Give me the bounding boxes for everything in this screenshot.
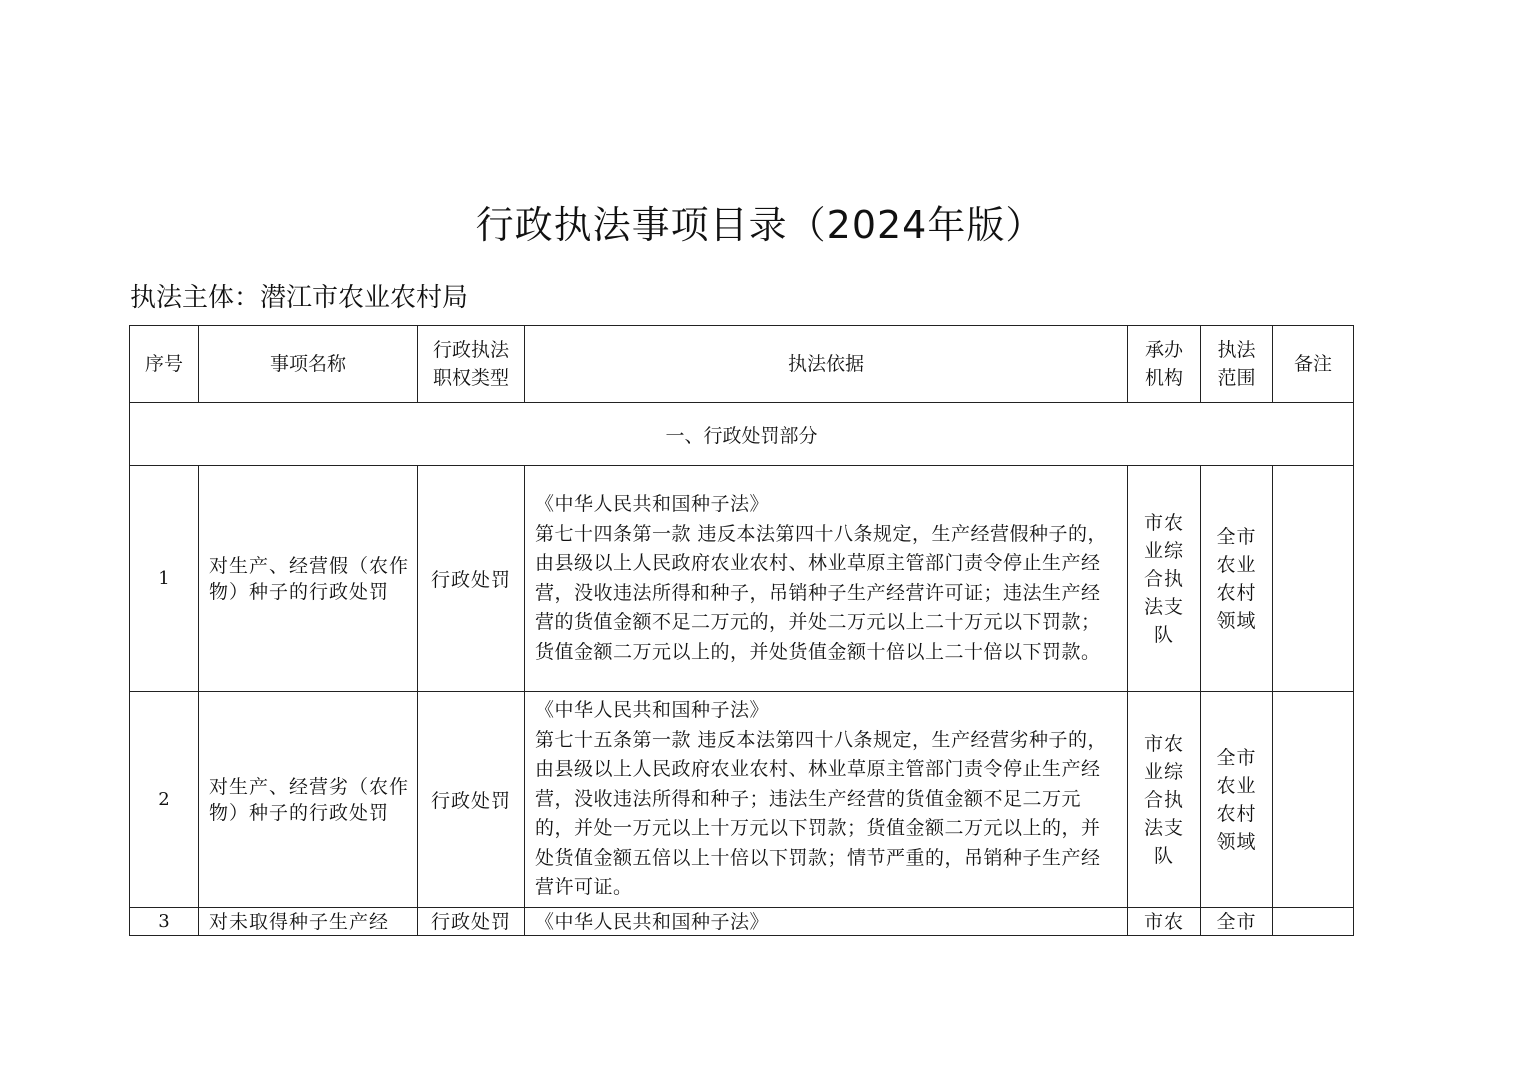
enforcement-subject-name: 潜江市农业农村局	[260, 283, 469, 313]
row-law-title: 《中华人民共和国种子法》	[535, 493, 770, 515]
section-title: 一、行政处罚部分	[130, 403, 1354, 466]
row-item-name: 对生产、经营假（农作物）种子的行政处罚	[199, 466, 418, 692]
row-seq: 3	[130, 908, 199, 936]
row-note	[1273, 466, 1354, 692]
row-type: 行政处罚	[418, 692, 525, 908]
row-scope: 全市农业农村领域	[1201, 466, 1273, 692]
header-type: 行政执法职权类型	[418, 326, 525, 403]
row-org: 市农	[1128, 908, 1201, 936]
row-item-name: 对生产、经营劣（农作物）种子的行政处罚	[199, 692, 418, 908]
header-name: 事项名称	[199, 326, 418, 403]
header-scope: 执法范围	[1201, 326, 1273, 403]
row-item-name: 对未取得种子生产经	[199, 908, 418, 936]
table-row	[130, 466, 1354, 692]
row-law-title: 《中华人民共和国种子法》	[535, 699, 770, 722]
row-note	[1273, 908, 1354, 936]
row-seq: 1	[130, 466, 199, 692]
row-basis	[525, 692, 1128, 908]
table-row	[130, 908, 1354, 936]
header-note: 备注	[1273, 326, 1354, 403]
row-seq: 2	[130, 692, 199, 908]
header-org: 承办机构	[1128, 326, 1201, 403]
row-org: 市农业综合执法支队	[1128, 692, 1201, 908]
header-seq: 序号	[130, 326, 199, 403]
row-type: 行政处罚	[418, 466, 525, 692]
row-basis-text: 第七十五条第一款 违反本法第四十八条规定，生产经营劣种子的，由县级以上人民政府农业农村、林业草原主管部门责令停止生产经营，没收违法所得和种子；违法生产经营的货值金额不足二万元的，并处一万元以上十万元以下罚款；货值金额二万元以上的，并处货值金额五倍以上十倍以下罚款；情节严重的，吊销种子生产经营许可证。	[535, 728, 1108, 899]
row-org: 市农业综合执法支队	[1128, 466, 1201, 692]
enforcement-subject-label: 执法主体：	[130, 283, 261, 313]
enforcement-catalog-table	[129, 325, 1354, 936]
section-row	[130, 403, 1354, 466]
row-note	[1273, 692, 1354, 908]
header-basis: 执法依据	[525, 326, 1128, 403]
table-row	[130, 692, 1354, 908]
row-basis-text: 第七十四条第一款 违反本法第四十八条规定，生产经营假种子的，由县级以上人民政府农业农村、林业草原主管部门责令停止生产经营，没收违法所得和种子，吊销种子生产经营许可证；违法生产经营的货值金额不足二万元的，并处二万元以上二十万元以下罚款；货值金额二万元以上的，并处货值金额十倍以上二十倍以下罚款。	[535, 522, 1108, 663]
row-basis	[525, 466, 1128, 692]
row-type: 行政处罚	[418, 908, 525, 936]
enforcement-subject	[130, 278, 468, 318]
row-scope: 全市	[1201, 908, 1273, 936]
row-scope: 全市农业农村领域	[1201, 692, 1273, 908]
row-basis	[525, 908, 1128, 936]
document-title: 行政执法事项目录（2024年版）	[475, 203, 1045, 247]
row-law-title: 《中华人民共和国种子法》	[535, 910, 770, 933]
header-row	[130, 326, 1354, 403]
